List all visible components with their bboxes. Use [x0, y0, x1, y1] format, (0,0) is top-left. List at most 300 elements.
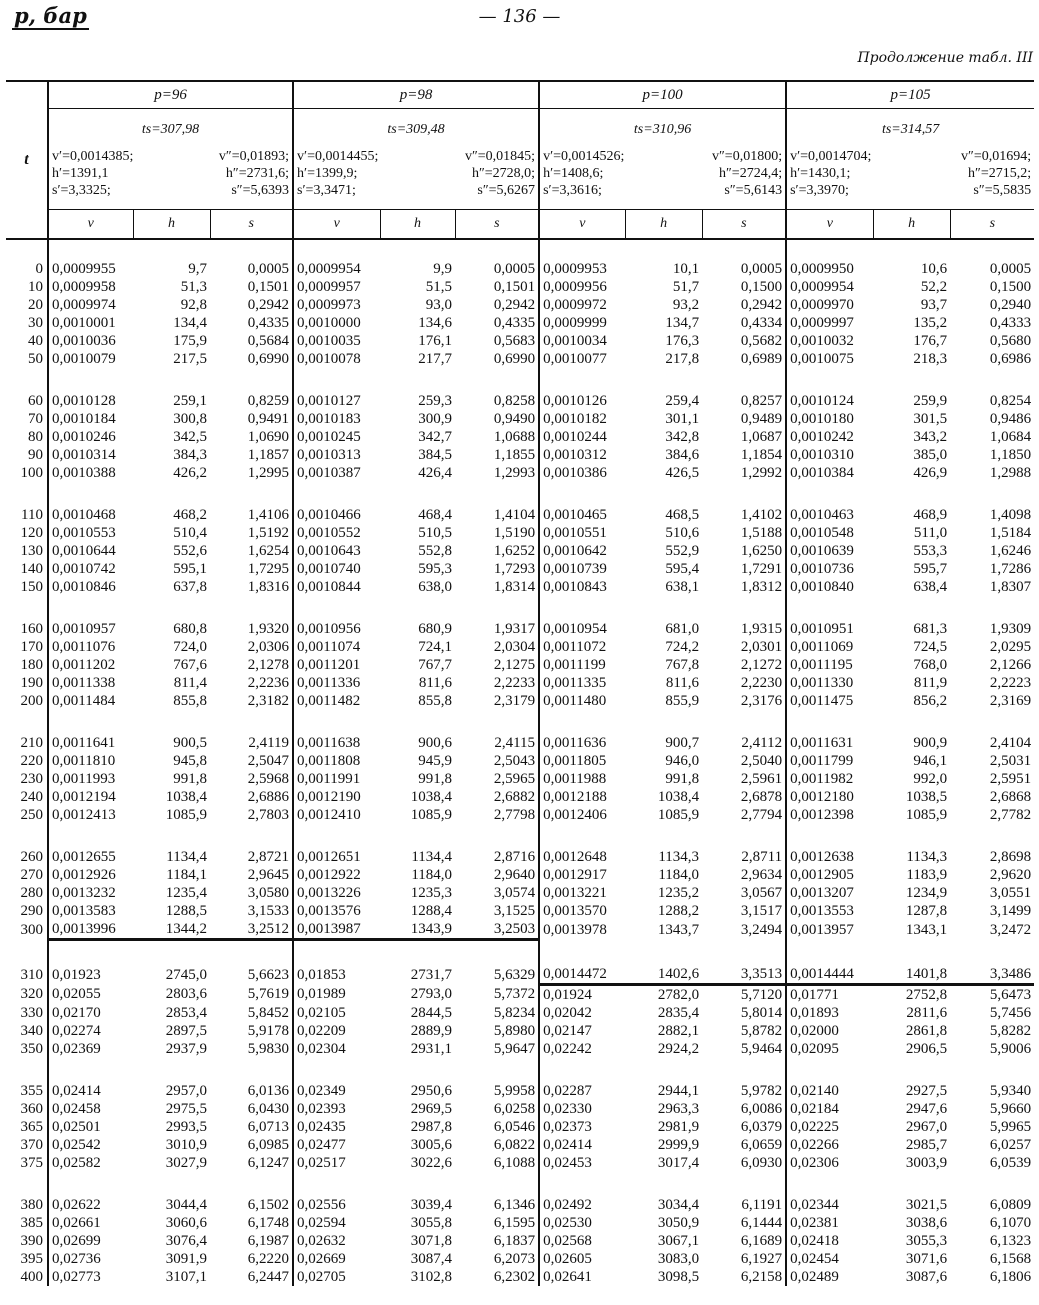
- cell-h: 3005,6: [410, 1137, 453, 1153]
- h-prime: h′=1430,1;: [790, 166, 851, 181]
- ts-value: ts=307,98: [141, 122, 200, 137]
- column-header-s: s: [210, 210, 293, 240]
- cell-s: 0,8259: [247, 393, 290, 409]
- cell-v: 0,02209: [293, 1022, 380, 1040]
- cell-s: 2,5951: [989, 771, 1032, 787]
- cell-v: 0,02669: [293, 1250, 380, 1268]
- cell-s: 6,0822: [493, 1137, 536, 1153]
- cell-v: 0,0012190: [293, 788, 380, 806]
- cell-s: 3,2472: [989, 921, 1032, 938]
- cell-s: 2,8698: [989, 849, 1032, 865]
- cell-h: 2752,8: [905, 987, 948, 1003]
- cell-s: 6,0985: [247, 1137, 290, 1153]
- cell-s: 3,0574: [493, 885, 536, 901]
- cell-s: 1,8312: [740, 579, 783, 595]
- cell-v: 0,02306: [786, 1154, 873, 1172]
- cell-v: 0,0011808: [293, 752, 380, 770]
- cell-v: 0,02435: [293, 1118, 380, 1136]
- corner-label: p, бар: [14, 3, 87, 28]
- cell-v: 0,0010242: [786, 428, 873, 446]
- cell-v: 0,0011631: [786, 734, 873, 752]
- cell-h: 2731,7: [410, 966, 453, 983]
- table-row: [6, 578, 1034, 596]
- cell-s: 2,0306: [247, 639, 290, 655]
- cell-v: 0,0012651: [293, 848, 380, 866]
- cell-s: 0,0005: [493, 261, 536, 277]
- cell-h: 1235,3: [410, 885, 453, 901]
- cell-v: 0,02622: [48, 1196, 133, 1214]
- cell-h: 811,6: [665, 675, 700, 691]
- cell-h: 468,5: [665, 507, 700, 523]
- cell-s: 0,2940: [989, 297, 1032, 313]
- cell-v: 0,0010957: [48, 620, 133, 638]
- cell-v: 0,0009997: [786, 314, 873, 332]
- cell-h: 9,7: [188, 261, 207, 277]
- table-row: [6, 1136, 1034, 1154]
- cell-s: 2,8711: [741, 849, 783, 865]
- cell-h: 1085,9: [905, 807, 948, 823]
- cell-v: 0,0012922: [293, 866, 380, 884]
- cell-v: 0,02773: [48, 1268, 133, 1286]
- cell-h: 1085,9: [165, 807, 207, 823]
- cell-h: 595,3: [418, 561, 453, 577]
- t-value: 50: [28, 351, 43, 367]
- cell-h: 2889,9: [410, 1023, 453, 1039]
- t-value: 300: [20, 921, 43, 938]
- cell-h: 426,5: [665, 465, 700, 481]
- cell-s: 1,5192: [247, 525, 290, 541]
- ts-value: ts=310,96: [633, 122, 692, 137]
- cell-v: 0,0013978: [539, 920, 625, 940]
- cell-v: 0,0011199: [539, 656, 625, 674]
- cell-h: 176,7: [913, 333, 948, 349]
- cell-s: 6,2158: [740, 1269, 783, 1285]
- table-row: [6, 1004, 1034, 1022]
- cell-v: 0,0011799: [786, 752, 873, 770]
- cell-v: 0,0010244: [539, 428, 625, 446]
- cell-h: 510,6: [665, 525, 700, 541]
- cell-v: 0,02542: [48, 1136, 133, 1154]
- cell-h: 991,8: [665, 771, 700, 787]
- s-prime: s′=3,3970;: [790, 183, 849, 198]
- cell-h: 900,5: [173, 735, 207, 751]
- cell-v: 0,0010846: [48, 578, 133, 596]
- cell-v: 0,02568: [539, 1232, 625, 1250]
- cell-s: 1,1854: [740, 447, 783, 463]
- cell-h: 2924,2: [657, 1041, 700, 1057]
- cell-h: 1085,9: [410, 807, 453, 823]
- cell-s: 2,0304: [493, 639, 536, 655]
- cell-h: 2967,0: [905, 1119, 948, 1135]
- cell-v: 0,01989: [293, 985, 380, 1005]
- cell-v: 0,0010551: [539, 524, 625, 542]
- cell-s: 6,1927: [740, 1251, 783, 1267]
- cell-h: 300,8: [173, 411, 207, 427]
- cell-s: 6,1837: [493, 1233, 536, 1249]
- cell-h: 135,2: [913, 315, 948, 331]
- cell-h: 1344,2: [133, 920, 210, 940]
- cell-v: 0,02369: [48, 1040, 133, 1058]
- cell-h: 301,1: [665, 411, 700, 427]
- cell-v: 0,02184: [786, 1100, 873, 1118]
- cell-v: 0,0011330: [786, 674, 873, 692]
- cell-h: 217,8: [665, 351, 700, 367]
- cell-s: 6,2073: [493, 1251, 536, 1267]
- cell-v: 0,02736: [48, 1250, 133, 1268]
- cell-s: 6,1247: [247, 1155, 290, 1171]
- cell-h: 3083,0: [657, 1251, 700, 1267]
- cell-s: 0,8257: [740, 393, 783, 409]
- cell-v: 0,02705: [293, 1268, 380, 1286]
- cell-v: 0,0012638: [786, 848, 873, 866]
- cell-s: 0,5683: [493, 333, 536, 349]
- t-value: 10: [28, 279, 43, 295]
- table-row: [6, 560, 1034, 578]
- cell-h: 51,7: [672, 279, 700, 295]
- cell-h: 2947,6: [905, 1101, 948, 1117]
- cell-s: 6,1806: [989, 1269, 1032, 1285]
- cell-v: 0,0013221: [539, 884, 625, 902]
- cell-h: 510,5: [418, 525, 453, 541]
- cell-v: 0,02501: [48, 1118, 133, 1136]
- cell-s: 6,0258: [493, 1101, 536, 1117]
- cell-h: 52,2: [920, 279, 948, 295]
- cell-h: 1085,9: [657, 807, 700, 823]
- cell-v: 0,0013583: [48, 902, 133, 920]
- cell-v: 0,0013996: [48, 920, 133, 940]
- cell-v: 0,0011991: [293, 770, 380, 788]
- steam-table: [6, 80, 1034, 1286]
- table-row: [6, 692, 1034, 710]
- t-value: 100: [20, 465, 43, 481]
- cell-v: 0,02582: [48, 1154, 133, 1172]
- cell-h: 1234,9: [905, 885, 948, 901]
- cell-s: 0,1500: [740, 279, 783, 295]
- table-row: [6, 920, 1034, 940]
- cell-h: 510,4: [173, 525, 207, 541]
- cell-s: 2,5031: [989, 753, 1032, 769]
- cell-v: 0,02000: [786, 1022, 873, 1040]
- cell-h: 134,7: [665, 315, 700, 331]
- cell-s: 6,1191: [741, 1197, 783, 1213]
- cell-h: 2782,0: [657, 987, 700, 1003]
- cell-h: 3003,9: [905, 1155, 948, 1171]
- saturation-block: [293, 109, 539, 210]
- cell-s: 6,0809: [989, 1197, 1032, 1213]
- cell-v: 0,02042: [539, 1004, 625, 1022]
- cell-h: 1134,3: [906, 849, 948, 865]
- cell-s: 5,6473: [989, 987, 1032, 1003]
- cell-h: 1184,1: [166, 867, 207, 883]
- cell-h: 3071,6: [905, 1251, 948, 1267]
- t-value: 40: [28, 333, 43, 349]
- cell-v: 0,0010245: [293, 428, 380, 446]
- t-value: 90: [28, 447, 43, 463]
- table-row: [6, 884, 1034, 902]
- cell-h: 3107,1: [165, 1269, 207, 1285]
- cell-h: 426,9: [913, 465, 948, 481]
- t-value: 280: [20, 885, 43, 901]
- cell-s: 1,7291: [740, 561, 783, 577]
- cell-v: 0,02458: [48, 1100, 133, 1118]
- cell-s: 5,9965: [989, 1119, 1032, 1135]
- cell-s: 1,0690: [247, 429, 290, 445]
- cell-v: 0,0009973: [293, 296, 380, 314]
- cell-v: 0,0012648: [539, 848, 625, 866]
- cell-v: 0,0010951: [786, 620, 873, 638]
- cell-v: 0,02517: [293, 1154, 380, 1172]
- cell-h: 93,2: [672, 297, 700, 313]
- cell-s: 3,2494: [740, 921, 783, 938]
- cell-v: 0,02661: [48, 1214, 133, 1232]
- table-row: [6, 524, 1034, 542]
- cell-h: 259,1: [173, 393, 207, 409]
- t-value: 190: [20, 675, 43, 691]
- column-header-v: v: [786, 210, 873, 240]
- s-double-prime: s″=5,6267: [477, 183, 536, 198]
- cell-h: 2993,5: [165, 1119, 207, 1135]
- t-value: 270: [20, 867, 43, 883]
- cell-s: 0,6989: [740, 351, 783, 367]
- cell-s: 1,9317: [493, 621, 536, 637]
- cell-h: 2927,5: [905, 1083, 948, 1099]
- s-prime: s′=3,3325;: [52, 183, 111, 198]
- s-prime: s′=3,3471;: [297, 183, 356, 198]
- cell-v: 0,01893: [786, 1004, 873, 1022]
- cell-h: 3022,6: [410, 1155, 453, 1171]
- cell-s: 3,0551: [989, 885, 1032, 901]
- cell-v: 0,0009972: [539, 296, 625, 314]
- cell-s: 6,1748: [247, 1215, 290, 1231]
- cell-v: 0,0009957: [293, 278, 380, 296]
- cell-v: 0,0012905: [786, 866, 873, 884]
- cell-h: 1343,9: [380, 920, 455, 940]
- cell-h: 1184,0: [658, 867, 700, 883]
- cell-v: 0,02095: [786, 1040, 873, 1058]
- cell-h: 3050,9: [657, 1215, 700, 1231]
- cell-s: 0,9489: [740, 411, 783, 427]
- cell-v: 0,0009999: [539, 314, 625, 332]
- cell-v: 0,0011201: [293, 656, 380, 674]
- cell-v: 0,0010180: [786, 410, 873, 428]
- cell-h: 724,1: [418, 639, 453, 655]
- table-row: [6, 965, 1034, 985]
- cell-h: 218,3: [913, 351, 948, 367]
- cell-s: 2,7798: [493, 807, 536, 823]
- cell-h: 945,9: [418, 753, 453, 769]
- table-row: [6, 1118, 1034, 1136]
- t-value: 150: [20, 579, 43, 595]
- cell-h: 2897,5: [165, 1023, 207, 1039]
- cell-s: 5,8282: [989, 1023, 1032, 1039]
- cell-v: 0,0010840: [786, 578, 873, 596]
- cell-v: 0,0009954: [786, 278, 873, 296]
- cell-v: 0,0010844: [293, 578, 380, 596]
- cell-v: 0,0010079: [48, 350, 133, 368]
- cell-h: 1288,5: [165, 903, 207, 919]
- cell-v: 0,0010739: [539, 560, 625, 578]
- cell-s: 6,0257: [989, 1137, 1032, 1153]
- cell-v: 0,0010643: [293, 542, 380, 560]
- cell-s: 5,9647: [493, 1041, 536, 1057]
- cell-s: 0,1501: [247, 279, 290, 295]
- t-value: 20: [28, 297, 43, 313]
- cell-h: 1134,3: [658, 849, 700, 865]
- table-row: [6, 1082, 1034, 1100]
- cell-s: 2,1266: [989, 657, 1032, 673]
- cell-v: 0,0010127: [293, 392, 380, 410]
- pressure-header: p=96: [48, 81, 293, 109]
- cell-h: 1038,4: [165, 789, 207, 805]
- cell-h: 2803,6: [165, 986, 207, 1003]
- cell-s: 2,2230: [740, 675, 783, 691]
- cell-s: 0,5682: [740, 333, 783, 349]
- cell-s: 2,2236: [247, 675, 290, 691]
- cell-v: 0,0009953: [539, 260, 625, 278]
- cell-s: 1,8307: [989, 579, 1032, 595]
- cell-s: 3,3486: [950, 965, 1034, 985]
- cell-s: 5,9178: [247, 1023, 290, 1039]
- cell-h: 10,1: [672, 261, 700, 277]
- table-row: [6, 1196, 1034, 1214]
- cell-s: 2,5965: [493, 771, 536, 787]
- t-value: 0: [35, 261, 43, 277]
- t-value: 370: [20, 1137, 43, 1153]
- cell-s: 6,1689: [740, 1233, 783, 1249]
- t-value: 220: [20, 753, 43, 769]
- table-row: [6, 1040, 1034, 1058]
- cell-s: 1,6246: [989, 543, 1032, 559]
- v-double-prime: v″=0,01694;: [960, 149, 1032, 164]
- table-row: [6, 1100, 1034, 1118]
- cell-s: 5,9660: [989, 1101, 1032, 1117]
- cell-s: 0,9490: [493, 411, 536, 427]
- cell-h: 385,0: [913, 447, 948, 463]
- t-value: 260: [20, 849, 43, 865]
- cell-h: 3027,9: [165, 1155, 207, 1171]
- cell-s: 1,2995: [247, 465, 290, 481]
- cell-s: 0,9491: [247, 411, 290, 427]
- h-prime: h′=1399,9;: [297, 166, 358, 181]
- cell-v: 0,0010644: [48, 542, 133, 560]
- v-double-prime: v″=0,01800;: [711, 149, 783, 164]
- cell-s: 2,1275: [493, 657, 536, 673]
- cell-v: 0,02373: [539, 1118, 625, 1136]
- continuation-label: Продолжение табл. III: [857, 50, 1033, 66]
- cell-h: 259,3: [418, 393, 453, 409]
- v-prime: v′=0,0014385;: [52, 149, 134, 164]
- cell-s: 2,4112: [741, 735, 783, 751]
- cell-s: 0,6990: [493, 351, 536, 367]
- t-value: 290: [20, 903, 43, 919]
- cell-s: 1,5188: [740, 525, 783, 541]
- cell-s: 2,5968: [247, 771, 290, 787]
- t-value: 310: [20, 966, 43, 983]
- t-value: 400: [20, 1269, 43, 1285]
- cell-v: 0,0011069: [786, 638, 873, 656]
- cell-h: 51,3: [180, 279, 207, 295]
- cell-v: 0,02454: [786, 1250, 873, 1268]
- cell-v: 0,02699: [48, 1232, 133, 1250]
- cell-v: 0,0014444: [786, 965, 873, 985]
- cell-h: 2981,9: [657, 1119, 700, 1135]
- cell-s: 1,6254: [247, 543, 290, 559]
- table-row: [6, 278, 1034, 296]
- cell-s: 5,9958: [493, 1083, 536, 1099]
- t-value: 30: [28, 315, 43, 331]
- cell-s: 5,6623: [247, 966, 290, 983]
- cell-h: 811,9: [913, 675, 948, 691]
- table-row: [6, 392, 1034, 410]
- cell-h: 51,5: [425, 279, 453, 295]
- cell-s: 1,1855: [493, 447, 536, 463]
- table-row: [6, 1250, 1034, 1268]
- t-value: 355: [20, 1083, 43, 1099]
- cell-h: 595,7: [913, 561, 948, 577]
- cell-h: 176,1: [418, 333, 453, 349]
- cell-s: 6,0136: [247, 1083, 290, 1099]
- cell-s: 0,2942: [247, 297, 290, 313]
- cell-s: 6,1568: [989, 1251, 1032, 1267]
- cell-h: 2999,9: [657, 1137, 700, 1153]
- v-prime: v′=0,0014704;: [790, 149, 872, 164]
- column-header-h: h: [133, 210, 210, 240]
- cell-h: 991,8: [173, 771, 207, 787]
- cell-v: 0,02489: [786, 1268, 873, 1286]
- cell-s: 3,1517: [740, 903, 783, 919]
- cell-v: 0,02225: [786, 1118, 873, 1136]
- cell-v: 0,02055: [48, 985, 133, 1005]
- cell-s: 6,0539: [989, 1155, 1032, 1171]
- column-header-v: v: [293, 210, 380, 240]
- table-row: [6, 1232, 1034, 1250]
- cell-s: 5,7619: [247, 986, 290, 1003]
- cell-s: 6,0546: [493, 1119, 536, 1135]
- t-value: 385: [20, 1215, 43, 1231]
- cell-h: 3091,9: [165, 1251, 207, 1267]
- table-row: [6, 260, 1034, 278]
- cell-s: 2,9640: [493, 867, 536, 883]
- cell-h: 384,5: [418, 447, 453, 463]
- cell-s: 6,1502: [247, 1197, 290, 1213]
- cell-h: 3060,6: [165, 1215, 207, 1231]
- cell-h: 1038,4: [410, 789, 453, 805]
- cell-v: 0,02287: [539, 1082, 625, 1100]
- cell-v: 0,02266: [786, 1136, 873, 1154]
- cell-s: 0,4335: [493, 315, 536, 331]
- cell-v: 0,02304: [293, 1040, 380, 1058]
- cell-s: 0,1500: [989, 279, 1032, 295]
- cell-h: 552,6: [173, 543, 207, 559]
- cell-s: 2,3182: [247, 693, 290, 709]
- cell-h: 855,9: [665, 693, 700, 709]
- cell-v: 0,0010954: [539, 620, 625, 638]
- s-double-prime: s″=5,6393: [231, 183, 290, 198]
- t-value: 200: [20, 693, 43, 709]
- cell-h: 3044,4: [165, 1197, 207, 1213]
- cell-h: 2957,0: [165, 1083, 207, 1099]
- h-prime: h′=1391,1: [52, 166, 109, 181]
- cell-v: 0,02381: [786, 1214, 873, 1232]
- cell-v: 0,0012926: [48, 866, 133, 884]
- cell-v: 0,0011336: [293, 674, 380, 692]
- cell-h: 1235,4: [165, 885, 207, 901]
- cell-s: 3,3513: [702, 965, 786, 985]
- cell-h: 638,1: [665, 579, 700, 595]
- cell-h: 855,8: [173, 693, 207, 709]
- t-column-label: t: [6, 81, 48, 239]
- h-double-prime: h″=2724,4;: [718, 166, 783, 181]
